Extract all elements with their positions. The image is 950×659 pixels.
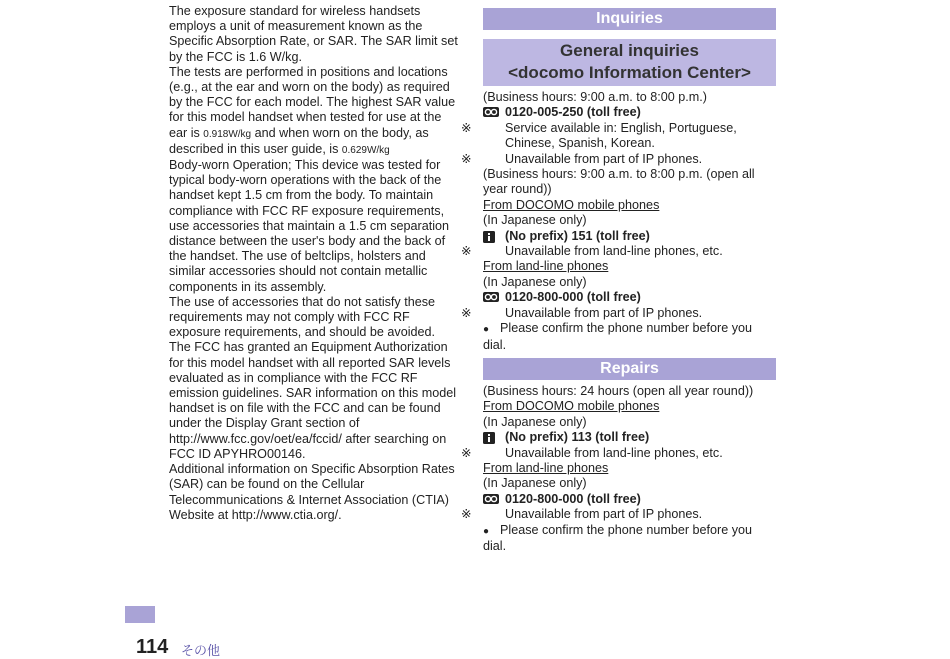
sar-body-value: 0.629W/kg — [341, 144, 390, 156]
from-docomo-mobile-label — [483, 198, 776, 213]
free-dial-icon — [483, 292, 499, 302]
mobile-info-icon — [483, 432, 499, 442]
note-mark: ※ — [461, 305, 472, 320]
repairs-mobile-number-text: (No prefix) 113 (toll free) — [505, 430, 650, 445]
general-inquiries-block — [461, 90, 776, 353]
sar-paragraph-body-worn: Body-worn Operation; This device was tested for typical body-worn operations with the back of the handset kept 1.5 cm from the body. To maintain compliance with FCC RF exposure requirements, use accessories that maintain a 1.5 cm separation distance between the user's body and the back of the handset. The use of beltclips, holsters and similar accessories should not contain metallic components in its assembly. — [169, 158, 450, 294]
repairs-block — [461, 383, 776, 554]
note-ip-phones-2 — [461, 305, 776, 321]
repairs-hours: (Business hours: 24 hours (open all year round)) — [483, 383, 754, 398]
note-languages-text: Service available in: English, Portuguese, Chinese, Spanish, Korean. — [505, 120, 737, 151]
note-languages — [461, 120, 776, 152]
section-name: その他 — [181, 643, 221, 658]
repairs-landline-number — [483, 492, 776, 507]
general-phone-1-number: 0120-005-250 (toll free) — [505, 105, 641, 120]
general-phone-1 — [483, 105, 776, 120]
note-mark: ※ — [461, 445, 472, 460]
repairs-heading: Repairs — [483, 358, 776, 380]
sar-body-text: and when worn on the body, as described in this user guide, is — [169, 125, 429, 156]
from-landline-text: From land-line phones — [483, 259, 609, 274]
inquiries-heading: Inquiries — [483, 8, 776, 30]
sar-ear-value: 0.918W/kg — [203, 128, 252, 140]
note-ip-phones-1 — [461, 151, 776, 167]
confirm-number-text: Please confirm the phone number before you dial. — [483, 321, 753, 352]
note-mark: ※ — [461, 151, 472, 166]
sar-tests-text: The tests are performed in positions and locations (e.g., at the ear and worn on the body) as required by the FCC for each model. The highest SAR value for this model handset when tested for use at the ear is — [169, 64, 456, 140]
repairs-from-docomo-mobile-label — [483, 399, 776, 414]
from-docomo-mobile-text: From DOCOMO mobile phones — [483, 197, 660, 212]
general-mobile-number — [483, 229, 776, 244]
sar-paragraph-tests — [169, 65, 461, 158]
bullet-icon: ● — [483, 525, 490, 537]
note-mark: ※ — [461, 244, 472, 259]
inquiries-column — [461, 8, 776, 554]
japanese-only-1: (In Japanese only) — [483, 213, 587, 228]
repairs-japanese-only-1: (In Japanese only) — [483, 414, 587, 429]
general-inquiries-heading — [483, 39, 776, 86]
general-landline-number-text: 0120-800-000 (toll free) — [505, 290, 641, 305]
general-inquiries-title: General inquiries — [560, 41, 699, 60]
note-mark: ※ — [461, 507, 472, 522]
bullet-icon: ● — [483, 324, 490, 336]
page-number: 114 — [136, 636, 169, 658]
repairs-note-landline — [461, 445, 776, 461]
note-ip-phones-2-text: Unavailable from part of IP phones. — [505, 305, 703, 320]
repairs-from-landline-text: From land-line phones — [483, 460, 609, 475]
repairs-from-landline-label — [483, 461, 776, 476]
docomo-center-title: <docomo Information Center> — [508, 63, 751, 82]
repairs-japanese-only-2: (In Japanese only) — [483, 476, 587, 491]
note-landline — [461, 244, 776, 259]
note-mark: ※ — [461, 120, 472, 135]
note-landline-text: Unavailable from land-line phones, etc. — [505, 244, 723, 259]
general-hours-2: (Business hours: 9:00 a.m. to 8:00 p.m. (open all year round)) — [483, 167, 755, 197]
repairs-note-ip-phones-text: Unavailable from part of IP phones. — [505, 507, 703, 522]
general-mobile-number-text: (No prefix) 151 (toll free) — [505, 228, 650, 243]
repairs-note-landline-text: Unavailable from land-line phones, etc. — [505, 445, 723, 460]
confirm-number-note — [483, 321, 776, 353]
sar-paragraph-accessories: The use of accessories that do not satisfy these requirements may not comply with FCC RF exposure requirements, and should be avoided. — [169, 294, 436, 340]
repairs-note-ip-phones — [461, 507, 776, 522]
repairs-confirm-number-note — [483, 523, 776, 555]
mobile-info-icon — [483, 231, 499, 241]
free-dial-icon — [483, 494, 499, 504]
from-landline-label — [483, 259, 776, 274]
sar-paragraph-ctia: Additional information on Specific Absorption Rates (SAR) can be found on the Cellular Telecommunications & Internet Association (CTIA) Website at http://www.ctia.org/. — [169, 462, 455, 522]
general-hours-1: (Business hours: 9:00 a.m. to 8:00 p.m.) — [483, 90, 707, 104]
japanese-only-2: (In Japanese only) — [483, 274, 587, 289]
free-dial-icon — [483, 107, 499, 117]
sar-paragraph-fcc-authorization: The FCC has granted an Equipment Authorization for this model handset with all reported SAR levels evaluated as in compliance with the FCC RF emission guidelines. SAR information on this model handset is on file with the FCC and can be found under the Display Grant section of http://www.fcc.gov/oet/ea/fccid/ after searching on FCC ID APYHRO00146. — [169, 340, 456, 461]
repairs-confirm-number-text: Please confirm the phone number before you dial. — [483, 522, 753, 553]
note-ip-phones-1-text: Unavailable from part of IP phones. — [505, 151, 703, 166]
general-landline-number — [483, 290, 776, 305]
footer-tab-marker — [125, 606, 155, 623]
repairs-mobile-number — [483, 430, 776, 445]
sar-text-column — [169, 4, 461, 523]
repairs-from-docomo-mobile-text: From DOCOMO mobile phones — [483, 399, 660, 414]
sar-paragraph-exposure-standard: The exposure standard for wireless handsets employs a unit of measurement known as the Specific Absorption Rate, or SAR. The SAR limit set by the FCC is 1.6 W/kg. — [169, 4, 458, 64]
repairs-landline-number-text: 0120-800-000 (toll free) — [505, 491, 641, 506]
